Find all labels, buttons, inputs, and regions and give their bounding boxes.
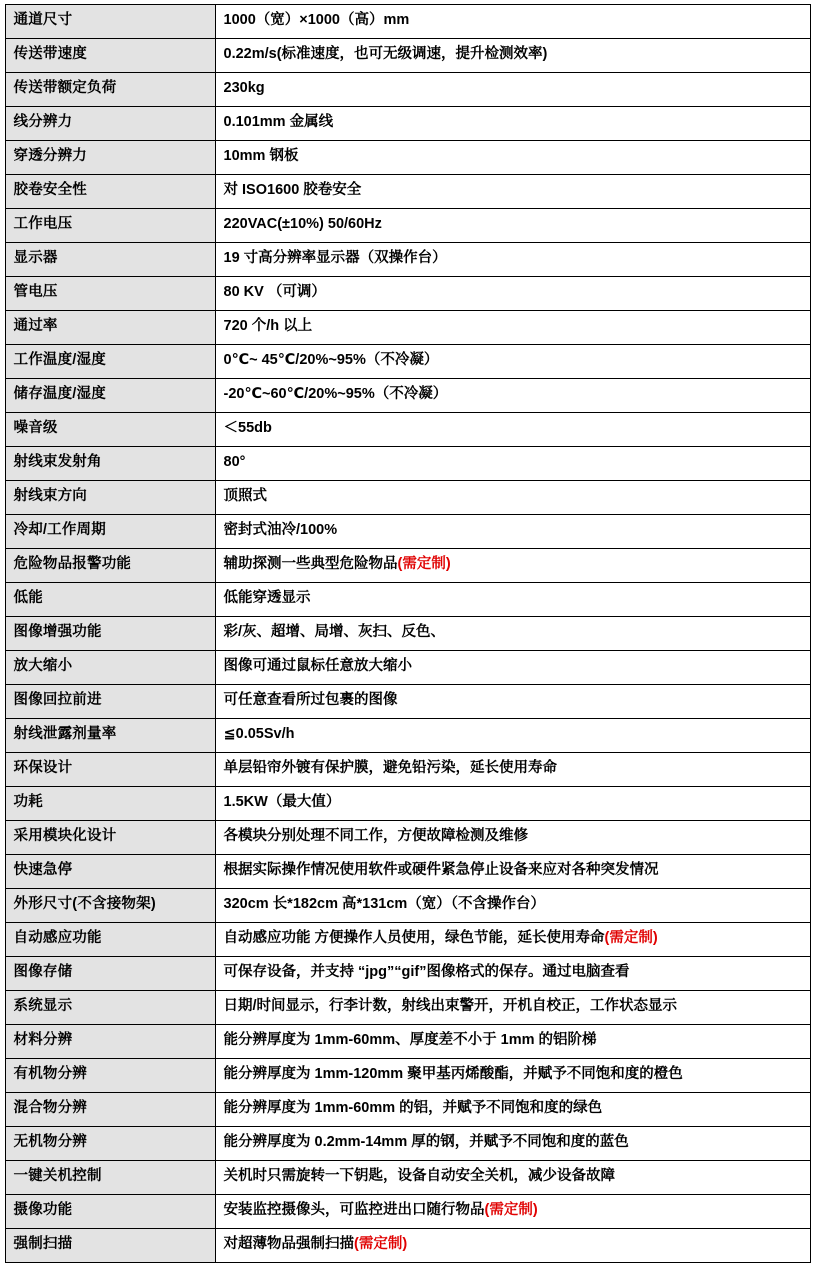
spec-value — [215, 787, 810, 821]
specifications-table — [5, 4, 811, 1263]
spec-value-text: 彩/灰、超增、局增、灰扫、反色、 — [223, 624, 446, 641]
spec-label: 自动感应功能 — [5, 923, 215, 957]
spec-value — [215, 277, 810, 311]
table-row — [5, 73, 810, 107]
spec-value — [215, 73, 810, 107]
spec-value — [215, 107, 810, 141]
spec-value — [215, 243, 810, 277]
spec-value-text: 80° — [223, 454, 246, 471]
table-row — [5, 5, 810, 39]
spec-value-text: 230kg — [223, 80, 265, 97]
spec-label: 射线束方向 — [5, 481, 215, 515]
spec-value-text: 320cm 长*182cm 高*131cm（宽）（不含操作台） — [223, 896, 546, 913]
spec-value — [215, 1093, 810, 1127]
table-row — [5, 107, 810, 141]
spec-value — [215, 1229, 810, 1263]
spec-label: 图像回拉前进 — [5, 685, 215, 719]
table-row — [5, 413, 810, 447]
table-row — [5, 1229, 810, 1263]
spec-label: 射线泄露剂量率 — [5, 719, 215, 753]
spec-value-text: 顶照式 — [223, 488, 267, 505]
spec-value — [215, 345, 810, 379]
spec-label: 材料分辨 — [5, 1025, 215, 1059]
spec-label: 危险物品报警功能 — [5, 549, 215, 583]
spec-value-text: 低能穿透显示 — [223, 590, 311, 607]
table-row — [5, 345, 810, 379]
spec-value — [215, 991, 810, 1025]
table-row — [5, 583, 810, 617]
spec-value-text: -20℃~60℃/20%~95%（不冷凝） — [223, 386, 448, 403]
spec-value — [215, 617, 810, 651]
spec-value-text: 根据实际操作情况使用软件或硬件紧急停止设备来应对各种突发情况 — [223, 862, 659, 879]
specifications-table-body — [5, 5, 810, 1263]
spec-value — [215, 651, 810, 685]
spec-label: 摄像功能 — [5, 1195, 215, 1229]
spec-label: 外形尺寸(不含接物架) — [5, 889, 215, 923]
spec-value-text: 可任意查看所过包裹的图像 — [223, 692, 398, 709]
spec-value — [215, 379, 810, 413]
spec-value — [215, 311, 810, 345]
spec-label: 一键关机控制 — [5, 1161, 215, 1195]
table-row — [5, 821, 810, 855]
table-row — [5, 515, 810, 549]
spec-value-text: 720 个/h 以上 — [223, 318, 313, 335]
table-row — [5, 277, 810, 311]
spec-value-text: ≦0.05Sv/h — [223, 726, 295, 743]
spec-label: 工作温度/湿度 — [5, 345, 215, 379]
spec-value-text: 0.22m/s(标准速度，也可无级调速，提升检测效率) — [223, 46, 548, 63]
table-row — [5, 651, 810, 685]
spec-value — [215, 5, 810, 39]
spec-value-note: (需定制) — [604, 930, 658, 947]
spec-value — [215, 1195, 810, 1229]
table-row — [5, 1195, 810, 1229]
table-row — [5, 141, 810, 175]
spec-value — [215, 1127, 810, 1161]
table-row — [5, 1059, 810, 1093]
spec-value-note: (需定制) — [397, 556, 451, 573]
spec-value-text: 自动感应功能 方便操作人员使用，绿色节能，延长使用寿命 — [223, 930, 605, 947]
table-row — [5, 957, 810, 991]
table-row — [5, 447, 810, 481]
spec-value-text: 图像可通过鼠标任意放大缩小 — [223, 658, 412, 675]
spec-label: 储存温度/湿度 — [5, 379, 215, 413]
spec-value — [215, 889, 810, 923]
spec-value-text: 10mm 钢板 — [223, 148, 299, 165]
table-row — [5, 617, 810, 651]
spec-value-text: 能分辨厚度为 1mm-60mm 的铝，并赋予不同饱和度的绿色 — [223, 1100, 603, 1117]
spec-value-text: 日期/时间显示，行李计数，射线出束警开，开机自校正，工作状态显示 — [223, 998, 678, 1015]
spec-value — [215, 515, 810, 549]
spec-label: 功耗 — [5, 787, 215, 821]
spec-value-note: (需定制) — [484, 1202, 538, 1219]
spec-label: 通道尺寸 — [5, 5, 215, 39]
spec-value-text: 能分辨厚度为 1mm-120mm 聚甲基丙烯酸酯，并赋予不同饱和度的橙色 — [223, 1066, 683, 1083]
spec-value-text: 对超薄物品强制扫描 — [223, 1236, 354, 1253]
spec-value — [215, 753, 810, 787]
spec-value — [215, 957, 810, 991]
spec-label: 低能 — [5, 583, 215, 617]
spec-value — [215, 583, 810, 617]
spec-value — [215, 821, 810, 855]
spec-value — [215, 1161, 810, 1195]
spec-value — [215, 685, 810, 719]
table-row — [5, 889, 810, 923]
spec-value-text: 关机时只需旋转一下钥匙，设备自动安全关机，减少设备故障 — [223, 1168, 615, 1185]
spec-value — [215, 855, 810, 889]
table-row — [5, 1025, 810, 1059]
spec-label: 强制扫描 — [5, 1229, 215, 1263]
spec-label: 环保设计 — [5, 753, 215, 787]
spec-label: 穿透分辨力 — [5, 141, 215, 175]
spec-value — [215, 1059, 810, 1093]
spec-value-text: 0℃~ 45℃/20%~95%（不冷凝） — [223, 352, 439, 369]
spec-value-text: 对 ISO1600 胶卷安全 — [223, 182, 362, 199]
spec-value-text: 各模块分别处理不同工作，方便故障检测及维修 — [223, 828, 528, 845]
table-row — [5, 243, 810, 277]
spec-label: 有机物分辨 — [5, 1059, 215, 1093]
table-row — [5, 685, 810, 719]
spec-value — [215, 175, 810, 209]
spec-value-note: (需定制) — [354, 1236, 408, 1253]
table-row — [5, 209, 810, 243]
spec-label: 冷却/工作周期 — [5, 515, 215, 549]
table-row — [5, 1161, 810, 1195]
spec-label: 管电压 — [5, 277, 215, 311]
spec-label: 图像增强功能 — [5, 617, 215, 651]
spec-value-text: ＜55db — [223, 420, 272, 437]
table-row — [5, 855, 810, 889]
spec-label: 显示器 — [5, 243, 215, 277]
spec-value-text: 220VAC(±10%) 50/60Hz — [223, 216, 382, 233]
spec-label: 通过率 — [5, 311, 215, 345]
table-row — [5, 1127, 810, 1161]
table-row — [5, 753, 810, 787]
spec-label: 胶卷安全性 — [5, 175, 215, 209]
spec-label: 混合物分辨 — [5, 1093, 215, 1127]
spec-label: 线分辨力 — [5, 107, 215, 141]
spec-label: 工作电压 — [5, 209, 215, 243]
spec-value-text: 安装监控摄像头，可监控进出口随行物品 — [223, 1202, 485, 1219]
spec-value — [215, 39, 810, 73]
spec-value-text: 单层铅帘外镀有保护膜，避免铅污染，延长使用寿命 — [223, 760, 557, 777]
table-row — [5, 311, 810, 345]
spec-value-text: 能分辨厚度为 0.2mm-14mm 厚的钢，并赋予不同饱和度的蓝色 — [223, 1134, 629, 1151]
spec-label: 放大缩小 — [5, 651, 215, 685]
table-row — [5, 991, 810, 1025]
spec-value — [215, 923, 810, 957]
spec-label: 传送带速度 — [5, 39, 215, 73]
spec-value-text: 辅助探测一些典型危险物品 — [223, 556, 398, 573]
spec-label: 传送带额定负荷 — [5, 73, 215, 107]
spec-value — [215, 549, 810, 583]
spec-label: 无机物分辨 — [5, 1127, 215, 1161]
spec-value-text: 0.101mm 金属线 — [223, 114, 334, 131]
spec-value-text: 能分辨厚度为 1mm-60mm、厚度差不小于 1mm 的铝阶梯 — [223, 1032, 597, 1049]
table-row — [5, 549, 810, 583]
spec-value-text: 密封式油冷/100% — [223, 522, 338, 539]
spec-value-text: 1000（宽）×1000（高）mm — [223, 12, 410, 29]
table-row — [5, 787, 810, 821]
spec-label: 噪音级 — [5, 413, 215, 447]
table-row — [5, 379, 810, 413]
spec-label: 采用模块化设计 — [5, 821, 215, 855]
table-row — [5, 719, 810, 753]
spec-value — [215, 1025, 810, 1059]
spec-value — [215, 209, 810, 243]
spec-value-text: 可保存设备，并支持 “jpg”“gif”图像格式的保存。通过电脑查看 — [223, 964, 630, 981]
spec-label: 射线束发射角 — [5, 447, 215, 481]
table-row — [5, 175, 810, 209]
spec-value-text: 19 寸高分辨率显示器（双操作台） — [223, 250, 447, 267]
spec-label: 系统显示 — [5, 991, 215, 1025]
spec-value — [215, 719, 810, 753]
spec-value-text: 80 KV （可调） — [223, 284, 326, 301]
spec-value — [215, 141, 810, 175]
spec-value — [215, 447, 810, 481]
spec-value — [215, 481, 810, 515]
spec-label: 快速急停 — [5, 855, 215, 889]
table-row — [5, 39, 810, 73]
table-row — [5, 1093, 810, 1127]
table-row — [5, 923, 810, 957]
spec-value-text: 1.5KW（最大值） — [223, 794, 341, 811]
table-row — [5, 481, 810, 515]
spec-label: 图像存储 — [5, 957, 215, 991]
spec-value — [215, 413, 810, 447]
